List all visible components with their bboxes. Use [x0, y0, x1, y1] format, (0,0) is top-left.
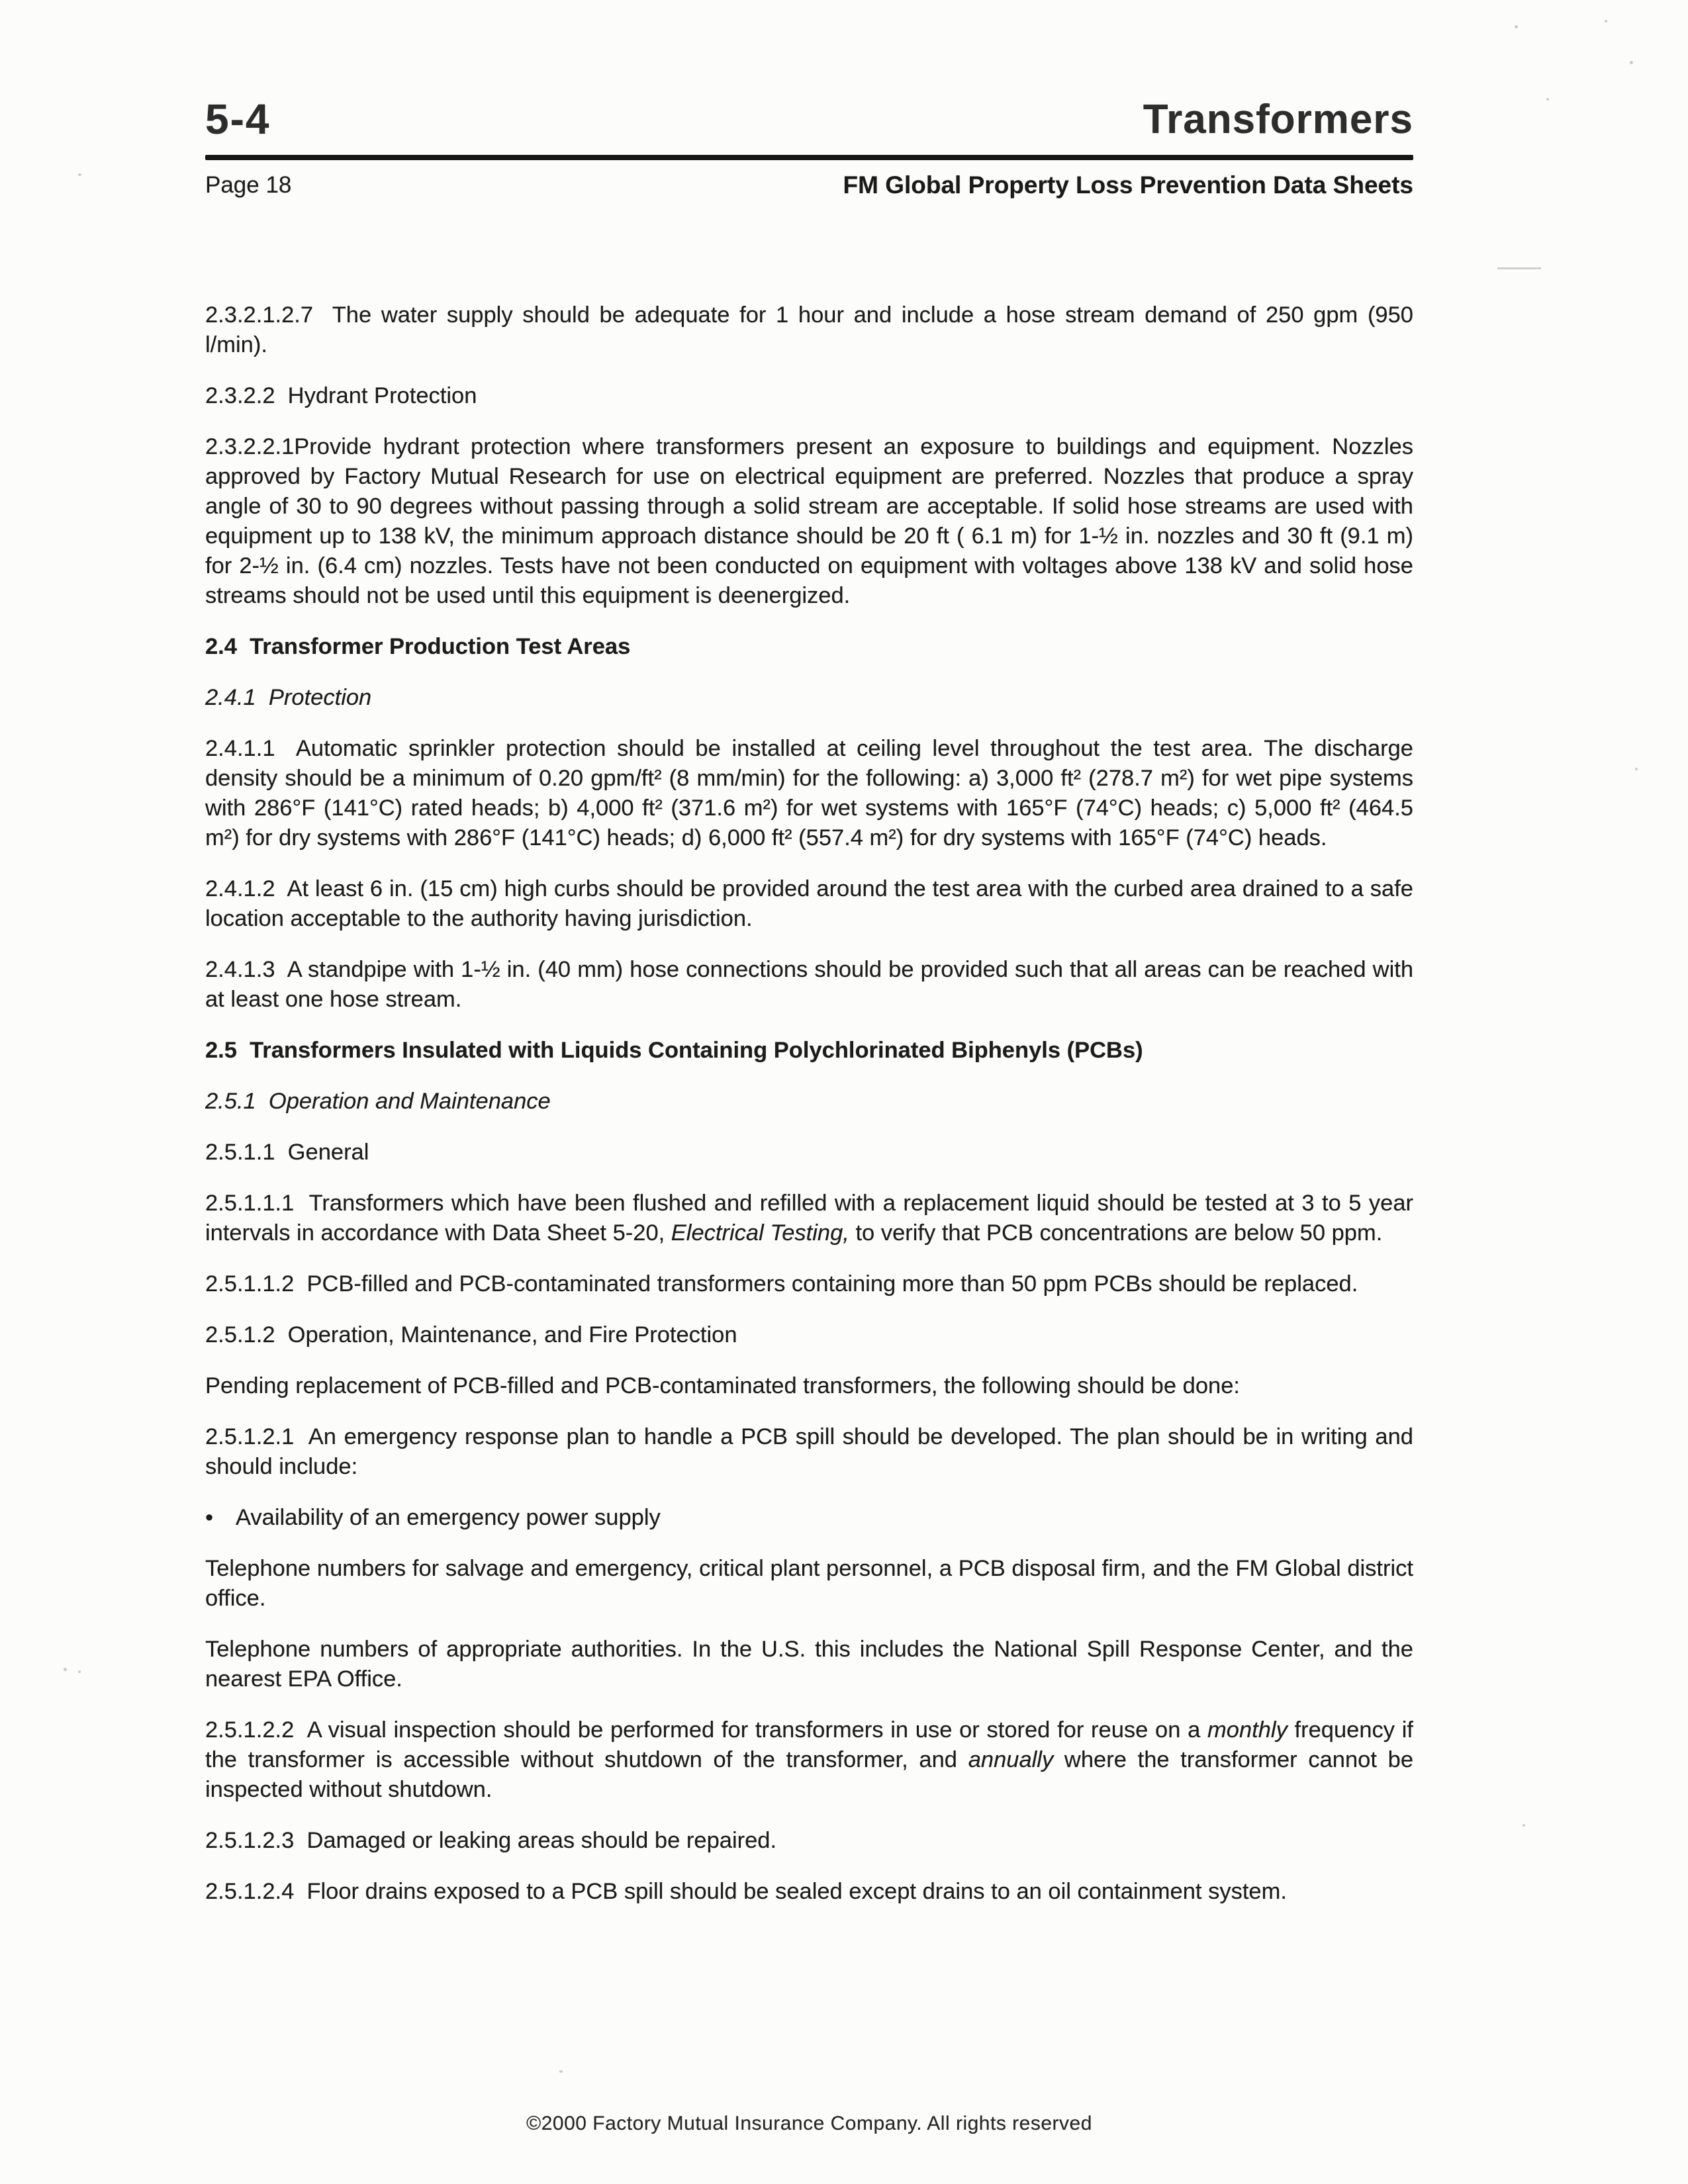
para-2-4-1-3: 2.4.1.3 A standpipe with 1-½ in. (40 mm) hose connections should be provided such that all areas can be reached with at least one hose stream. — [205, 957, 1413, 1012]
footer-copyright: ©2000 Factory Mutual Insurance Company. All rights reserved — [526, 2113, 1092, 2134]
para-2-5-1-1-1-tail: to verify that PCB concentrations are below 50 ppm. — [849, 1220, 1383, 1246]
para-2-5-1-2-1: 2.5.1.2.1 An emergency response plan to handle a PCB spill should be developed. The plan should be in writing and should include: — [205, 1424, 1413, 1479]
para-2-3-2-2-1: 2.3.2.2.1Provide hydrant protection where transformers present an exposure to buildings and equipment. Nozzles approved by Factory Mutual Research for use on electrical equipment are preferred. Nozzles that produce a spray angle of 30 to 90 degrees without passing through a solid stream are acceptable. If solid hose streams are used with equipment up to 138 kV, the minimum approach distance should be 20 ft ( 6.1 m) for 1-½ in. nozzles and 30 ft (9.1 m) for 2-½ in. (6.4 cm) nozzles. Tests have not been conducted on equipment with voltages above 138 kV and solid hose streams should not be used until this equipment is deenergized. — [205, 434, 1413, 608]
heading-2-3-2-2: 2.3.2.2 Hydrant Protection — [205, 383, 477, 408]
scan-speck — [78, 173, 81, 176]
scan-speck — [1515, 25, 1518, 28]
scan-speck — [64, 1668, 67, 1671]
document-body — [205, 300, 1413, 1907]
para-2-5-1-2-3: 2.5.1.2.3 Damaged or leaking areas should be repaired. — [205, 1828, 777, 1853]
doc-title: Transformers — [1143, 97, 1413, 142]
para-2-5-1-1-2: 2.5.1.1.2 PCB-filled and PCB-contaminated transformers containing more than 50 ppm PCBs should be replaced. — [205, 1271, 1358, 1297]
para-2-4-1-2: 2.4.1.2 At least 6 in. (15 cm) high curbs should be provided around the test area with the curbed area drained to a safe location acceptable to the authority having jurisdiction. — [205, 876, 1413, 931]
scan-speck — [1546, 98, 1549, 101]
para-2-4-1-1: 2.4.1.1 Automatic sprinkler protection should be installed at ceiling level throughout the test area. The discharge density should be a minimum of 0.20 gpm/ft² (8 mm/min) for the following: a) 3,000 ft² (278.7 m²) for wet pipe systems with 286°F (141°C) rated heads; b) 4,000 ft² (371.6 m²) for wet systems with 165°F (74°C) heads; c) 5,000 ft² (464.5 m²) for dry systems with 286°F (141°C) heads; d) 6,000 ft² (557.4 m²) for dry systems with 165°F (74°C) heads. — [205, 736, 1413, 850]
para-2-5-1-2-2-mid: frequency if the transformer is accessible without shutdown of the transformer, and — [205, 1717, 1413, 1772]
heading-2-4: 2.4 Transformer Production Test Areas — [205, 634, 631, 659]
scan-speck — [1523, 1824, 1525, 1827]
para-2-5-1-2-4: 2.5.1.2.4 Floor drains exposed to a PCB spill should be sealed except drains to an oil containment system. — [205, 1879, 1287, 1904]
bullet-icon: • — [205, 1505, 214, 1530]
heading-2-5: 2.5 Transformers Insulated with Liquids Containing Polychlorinated Biphenyls (PCBs) — [205, 1038, 1143, 1063]
para-telephone-salvage: Telephone numbers for salvage and emergency, critical plant personnel, a PCB disposal firm, and the FM Global district office. — [205, 1556, 1413, 1611]
heading-2-4-1: 2.4.1 Protection — [205, 685, 372, 710]
page-column — [205, 0, 1413, 1928]
para-2-5-1-1-1 — [205, 1189, 1413, 1248]
scan-speck — [1635, 768, 1638, 770]
page-number-label: Page 18 — [205, 172, 292, 198]
doc-number: 5-4 — [205, 95, 271, 143]
para-2-3-2-1-2-7: 2.3.2.1.2.7 The water supply should be adequate for 1 hour and include a hose stream demand of 250 gpm (950 l/min). — [205, 302, 1413, 357]
heading-2-5-1-1: 2.5.1.1 General — [205, 1140, 369, 1165]
italic-annually: annually — [968, 1747, 1054, 1772]
scan-speck — [1605, 20, 1607, 23]
scan-dash — [1497, 267, 1541, 269]
heading-2-5-1-2: 2.5.1.2 Operation, Maintenance, and Fire Protection — [205, 1322, 737, 1347]
para-2-5-1-2-2 — [205, 1715, 1413, 1805]
para-pending-replacement: Pending replacement of PCB-filled and PCB-contaminated transformers, the following should be done: — [205, 1373, 1240, 1398]
italic-monthly: monthly — [1207, 1717, 1288, 1743]
org-title: FM Global Property Loss Prevention Data Sheets — [843, 171, 1413, 199]
page-subheader — [205, 171, 1413, 200]
italic-ref-electrical-testing: Electrical Testing, — [671, 1220, 849, 1246]
para-2-5-1-2-2-lead: 2.5.1.2.2 A visual inspection should be performed for transformers in use or stored for reuse on a — [205, 1717, 1208, 1743]
bullet-item — [205, 1503, 1413, 1533]
scan-speck — [1630, 61, 1633, 64]
scan-speck — [559, 2070, 563, 2073]
para-2-5-1-1-1-lead: 2.5.1.1.1 Transformers which have been flushed and refilled with a replacement liquid should be tested at 3 to 5 year intervals in accordance with Data Sheet 5-20, — [205, 1191, 1413, 1246]
header-rule — [205, 155, 1413, 160]
heading-2-5-1: 2.5.1 Operation and Maintenance — [205, 1089, 551, 1114]
scan-speck — [78, 1670, 81, 1673]
page-header — [205, 0, 1413, 143]
para-telephone-authorities: Telephone numbers of appropriate authorities. In the U.S. this includes the National Spill Response Center, and the nearest EPA Office. — [205, 1637, 1413, 1692]
para-2-5-1-2-2-tail: where the transformer cannot be inspected without shutdown. — [205, 1747, 1414, 1802]
bullet-item-text: Availability of an emergency power supply — [236, 1505, 661, 1530]
